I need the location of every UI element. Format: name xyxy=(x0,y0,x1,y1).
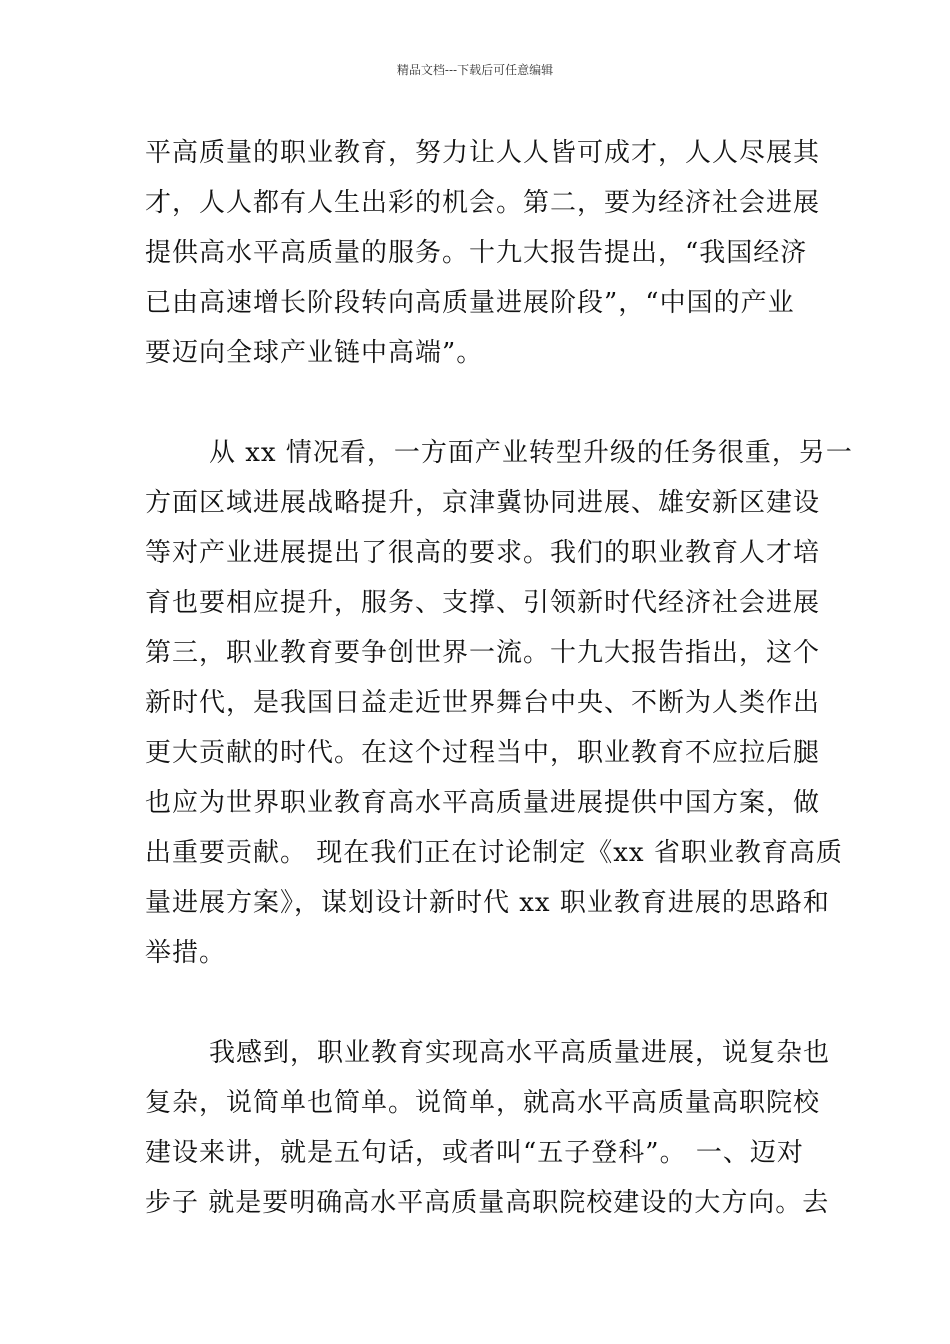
text-line: 我感到，职业教育实现高水平高质量进展，说复杂也 xyxy=(209,1038,831,1068)
document-body xyxy=(145,128,853,1228)
text-line: 已由高速增长阶段转向高质量进展阶段”，“中国的产业 xyxy=(145,288,795,318)
paragraph-spacer xyxy=(145,378,810,428)
text-line: 方面区域进展战略提升，京津冀协同进展、雄安新区建设 xyxy=(145,488,821,518)
paragraph-1 xyxy=(145,128,821,378)
text-line: 建设来讲，就是五句话，或者叫“五子登科”。 一、迈对 xyxy=(145,1138,804,1168)
text-line: 要迈向全球产业链中高端”。 xyxy=(145,338,484,368)
text-line: 出重要贡献。 现在我们正在讨论制定《xx 省职业教育高质 xyxy=(145,838,843,868)
page-header: 精品文档---下载后可任意编辑 xyxy=(396,63,554,77)
text-line: 复杂，说简单也简单。说简单，就高水平高质量高职院校 xyxy=(145,1088,821,1118)
text-line: 等对产业进展提出了很高的要求。我们的职业教育人才培 xyxy=(145,538,821,568)
text-line: 才，人人都有人生出彩的机会。第二，要为经济社会进展 xyxy=(145,188,821,218)
paragraph-spacer xyxy=(145,978,810,1028)
text-line: 更大贡献的时代。在这个过程当中，职业教育不应拉后腿 xyxy=(145,738,821,768)
text-line: 从 xx 情况看，一方面产业转型升级的任务很重，另一 xyxy=(209,438,853,468)
text-line: 新时代，是我国日益走近世界舞台中央、不断为人类作出 xyxy=(145,688,821,718)
text-line: 也应为世界职业教育高水平高质量进展提供中国方案，做 xyxy=(145,788,821,818)
text-line: 第三，职业教育要争创世界一流。十九大报告指出，这个 xyxy=(145,638,821,668)
text-line: 平高质量的职业教育，努力让人人皆可成才，人人尽展其 xyxy=(145,138,821,168)
text-line: 育也要相应提升，服务、支撑、引领新时代经济社会进展 xyxy=(145,588,821,618)
paragraph-3 xyxy=(145,1028,831,1228)
text-line: 举措。 xyxy=(145,938,227,968)
text-line: 量进展方案》，谋划设计新时代 xx 职业教育进展的思路和 xyxy=(145,888,830,918)
text-line: 提供高水平高质量的服务。十九大报告提出，“我国经济 xyxy=(145,238,808,268)
paragraph-2 xyxy=(145,428,853,978)
text-line: 步子 就是要明确高水平高质量高职院校建设的大方向。去 xyxy=(145,1188,830,1218)
